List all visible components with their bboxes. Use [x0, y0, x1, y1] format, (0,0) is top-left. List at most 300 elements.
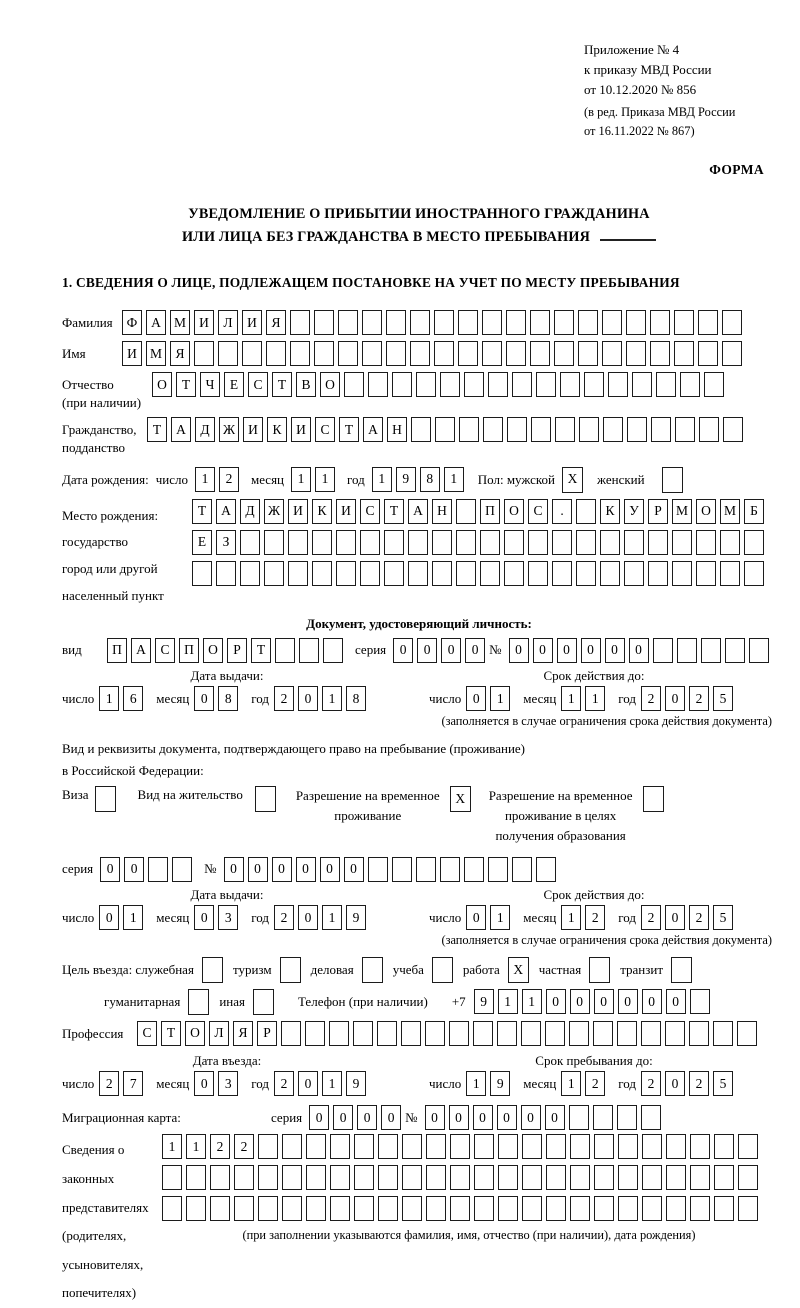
- char-box[interactable]: Р: [648, 499, 668, 524]
- char-box[interactable]: [666, 1165, 686, 1190]
- char-box[interactable]: 0: [509, 638, 529, 663]
- char-box[interactable]: [576, 530, 596, 555]
- char-box[interactable]: 1: [322, 905, 342, 930]
- char-box[interactable]: Я: [233, 1021, 253, 1046]
- char-box[interactable]: [546, 1196, 566, 1221]
- char-box[interactable]: [282, 1134, 302, 1159]
- char-box[interactable]: М: [170, 310, 190, 335]
- char-box[interactable]: [680, 372, 700, 397]
- char-box[interactable]: [410, 341, 430, 366]
- char-box[interactable]: 2: [99, 1071, 119, 1096]
- char-box[interactable]: 1: [195, 467, 215, 492]
- char-box[interactable]: [275, 638, 295, 663]
- char-box[interactable]: [569, 1105, 589, 1130]
- char-box[interactable]: И: [242, 310, 262, 335]
- char-box[interactable]: 0: [497, 1105, 517, 1130]
- char-box[interactable]: [569, 1021, 589, 1046]
- char-box[interactable]: [699, 417, 719, 442]
- char-box[interactable]: [506, 341, 526, 366]
- char-box[interactable]: А: [363, 417, 383, 442]
- char-box[interactable]: 0: [425, 1105, 445, 1130]
- char-box[interactable]: 1: [466, 1071, 486, 1096]
- char-box[interactable]: [234, 1165, 254, 1190]
- char-box[interactable]: [504, 561, 524, 586]
- char-box[interactable]: [410, 310, 430, 335]
- char-box[interactable]: Т: [192, 499, 212, 524]
- char-box[interactable]: [713, 1021, 733, 1046]
- char-box[interactable]: [488, 372, 508, 397]
- char-box[interactable]: [378, 1196, 398, 1221]
- char-box[interactable]: [560, 372, 580, 397]
- char-box[interactable]: [258, 1134, 278, 1159]
- char-box[interactable]: [528, 530, 548, 555]
- char-box[interactable]: О: [504, 499, 524, 524]
- char-box[interactable]: 0: [521, 1105, 541, 1130]
- char-box[interactable]: [602, 310, 622, 335]
- char-box[interactable]: [674, 310, 694, 335]
- char-box[interactable]: [632, 372, 652, 397]
- char-box[interactable]: [354, 1165, 374, 1190]
- char-box[interactable]: [608, 372, 628, 397]
- char-box[interactable]: 2: [585, 905, 605, 930]
- char-box[interactable]: [458, 310, 478, 335]
- char-box[interactable]: 0: [570, 989, 590, 1014]
- char-box[interactable]: П: [107, 638, 127, 663]
- char-box[interactable]: 1: [498, 989, 518, 1014]
- char-box[interactable]: [498, 1165, 518, 1190]
- char-box[interactable]: О: [185, 1021, 205, 1046]
- char-box[interactable]: 2: [641, 1071, 661, 1096]
- char-box[interactable]: [554, 341, 574, 366]
- char-box[interactable]: И: [243, 417, 263, 442]
- char-box[interactable]: 1: [561, 905, 581, 930]
- char-box[interactable]: А: [146, 310, 166, 335]
- char-box[interactable]: [290, 310, 310, 335]
- char-box[interactable]: [704, 372, 724, 397]
- char-box[interactable]: Т: [384, 499, 404, 524]
- char-box[interactable]: 0: [465, 638, 485, 663]
- char-box[interactable]: [305, 1021, 325, 1046]
- char-box[interactable]: [578, 310, 598, 335]
- char-box[interactable]: 1: [123, 905, 143, 930]
- char-box[interactable]: [522, 1134, 542, 1159]
- char-box[interactable]: Н: [387, 417, 407, 442]
- char-box[interactable]: [554, 310, 574, 335]
- char-box[interactable]: 0: [333, 1105, 353, 1130]
- char-box[interactable]: [578, 341, 598, 366]
- char-box[interactable]: [594, 1196, 614, 1221]
- char-box[interactable]: [416, 857, 436, 882]
- char-box[interactable]: [642, 1134, 662, 1159]
- temp-residence-checkbox[interactable]: X: [450, 786, 471, 812]
- char-box[interactable]: 1: [162, 1134, 182, 1159]
- char-box[interactable]: [522, 1165, 542, 1190]
- char-box[interactable]: [336, 561, 356, 586]
- char-box[interactable]: [749, 638, 769, 663]
- char-box[interactable]: [570, 1134, 590, 1159]
- char-box[interactable]: 2: [234, 1134, 254, 1159]
- char-box[interactable]: 0: [665, 905, 685, 930]
- char-box[interactable]: А: [216, 499, 236, 524]
- char-box[interactable]: 2: [641, 905, 661, 930]
- char-box[interactable]: [617, 1021, 637, 1046]
- char-box[interactable]: [738, 1165, 758, 1190]
- char-box[interactable]: [482, 310, 502, 335]
- char-box[interactable]: [674, 341, 694, 366]
- char-box[interactable]: [425, 1021, 445, 1046]
- char-box[interactable]: [360, 561, 380, 586]
- char-box[interactable]: З: [216, 530, 236, 555]
- char-box[interactable]: С: [528, 499, 548, 524]
- char-box[interactable]: [698, 341, 718, 366]
- char-box[interactable]: [411, 417, 431, 442]
- char-box[interactable]: [714, 1165, 734, 1190]
- char-box[interactable]: 1: [490, 905, 510, 930]
- char-box[interactable]: [651, 417, 671, 442]
- char-box[interactable]: А: [408, 499, 428, 524]
- char-box[interactable]: [521, 1021, 541, 1046]
- char-box[interactable]: Б: [744, 499, 764, 524]
- male-checkbox[interactable]: X: [562, 467, 583, 493]
- char-box[interactable]: [386, 310, 406, 335]
- char-box[interactable]: [450, 1165, 470, 1190]
- tourism-checkbox[interactable]: [280, 957, 301, 983]
- char-box[interactable]: 9: [474, 989, 494, 1014]
- char-box[interactable]: [642, 1165, 662, 1190]
- char-box[interactable]: [194, 341, 214, 366]
- char-box[interactable]: 0: [248, 857, 268, 882]
- char-box[interactable]: 0: [99, 905, 119, 930]
- char-box[interactable]: [600, 561, 620, 586]
- char-box[interactable]: [672, 561, 692, 586]
- char-box[interactable]: Ч: [200, 372, 220, 397]
- char-box[interactable]: 7: [123, 1071, 143, 1096]
- private-checkbox[interactable]: [589, 957, 610, 983]
- char-box[interactable]: [162, 1196, 182, 1221]
- char-box[interactable]: [282, 1165, 302, 1190]
- char-box[interactable]: [738, 1196, 758, 1221]
- char-box[interactable]: Я: [266, 310, 286, 335]
- char-box[interactable]: [330, 1165, 350, 1190]
- char-box[interactable]: [690, 1196, 710, 1221]
- char-box[interactable]: 8: [420, 467, 440, 492]
- char-box[interactable]: Т: [161, 1021, 181, 1046]
- char-box[interactable]: 0: [605, 638, 625, 663]
- char-box[interactable]: [506, 310, 526, 335]
- char-box[interactable]: 0: [618, 989, 638, 1014]
- char-box[interactable]: [368, 372, 388, 397]
- char-box[interactable]: [459, 417, 479, 442]
- char-box[interactable]: [210, 1196, 230, 1221]
- char-box[interactable]: [434, 310, 454, 335]
- char-box[interactable]: И: [122, 341, 142, 366]
- char-box[interactable]: [281, 1021, 301, 1046]
- char-box[interactable]: [402, 1165, 422, 1190]
- char-box[interactable]: А: [131, 638, 151, 663]
- char-box[interactable]: 0: [581, 638, 601, 663]
- char-box[interactable]: 0: [629, 638, 649, 663]
- char-box[interactable]: [329, 1021, 349, 1046]
- char-box[interactable]: [552, 530, 572, 555]
- char-box[interactable]: [312, 530, 332, 555]
- char-box[interactable]: Ф: [122, 310, 142, 335]
- char-box[interactable]: [242, 341, 262, 366]
- char-box[interactable]: [675, 417, 695, 442]
- char-box[interactable]: [507, 417, 527, 442]
- char-box[interactable]: В: [296, 372, 316, 397]
- residence-permit-checkbox[interactable]: [255, 786, 276, 812]
- char-box[interactable]: [216, 561, 236, 586]
- char-box[interactable]: С: [248, 372, 268, 397]
- char-box[interactable]: [162, 1165, 182, 1190]
- char-box[interactable]: 2: [585, 1071, 605, 1096]
- char-box[interactable]: [626, 341, 646, 366]
- char-box[interactable]: 1: [99, 686, 119, 711]
- char-box[interactable]: [552, 561, 572, 586]
- char-box[interactable]: Ж: [219, 417, 239, 442]
- char-box[interactable]: 0: [298, 1071, 318, 1096]
- char-box[interactable]: [603, 417, 623, 442]
- char-box[interactable]: 9: [346, 905, 366, 930]
- char-box[interactable]: [722, 310, 742, 335]
- char-box[interactable]: Т: [147, 417, 167, 442]
- char-box[interactable]: [299, 638, 319, 663]
- char-box[interactable]: 8: [218, 686, 238, 711]
- char-box[interactable]: [483, 417, 503, 442]
- char-box[interactable]: [435, 417, 455, 442]
- char-box[interactable]: 0: [224, 857, 244, 882]
- char-box[interactable]: [522, 1196, 542, 1221]
- char-box[interactable]: [368, 857, 388, 882]
- char-box[interactable]: [593, 1105, 613, 1130]
- char-box[interactable]: [576, 499, 596, 524]
- char-box[interactable]: [488, 857, 508, 882]
- char-box[interactable]: [314, 341, 334, 366]
- char-box[interactable]: 3: [218, 905, 238, 930]
- char-box[interactable]: [440, 372, 460, 397]
- char-box[interactable]: [570, 1196, 590, 1221]
- char-box[interactable]: [618, 1165, 638, 1190]
- char-box[interactable]: И: [288, 499, 308, 524]
- char-box[interactable]: О: [696, 499, 716, 524]
- char-box[interactable]: [314, 310, 334, 335]
- char-box[interactable]: [288, 530, 308, 555]
- char-box[interactable]: Л: [209, 1021, 229, 1046]
- char-box[interactable]: К: [267, 417, 287, 442]
- char-box[interactable]: [377, 1021, 397, 1046]
- char-box[interactable]: С: [315, 417, 335, 442]
- char-box[interactable]: [218, 341, 238, 366]
- char-box[interactable]: [192, 561, 212, 586]
- char-box[interactable]: [648, 561, 668, 586]
- char-box[interactable]: Р: [227, 638, 247, 663]
- char-box[interactable]: 1: [585, 686, 605, 711]
- char-box[interactable]: 0: [473, 1105, 493, 1130]
- char-box[interactable]: 0: [124, 857, 144, 882]
- char-box[interactable]: [266, 341, 286, 366]
- char-box[interactable]: Р: [257, 1021, 277, 1046]
- char-box[interactable]: [449, 1021, 469, 1046]
- char-box[interactable]: [555, 417, 575, 442]
- char-box[interactable]: [378, 1134, 398, 1159]
- char-box[interactable]: 0: [344, 857, 364, 882]
- char-box[interactable]: О: [152, 372, 172, 397]
- char-box[interactable]: 0: [449, 1105, 469, 1130]
- char-box[interactable]: [530, 310, 550, 335]
- char-box[interactable]: [426, 1196, 446, 1221]
- char-box[interactable]: 0: [417, 638, 437, 663]
- char-box[interactable]: [618, 1134, 638, 1159]
- char-box[interactable]: [512, 857, 532, 882]
- char-box[interactable]: [723, 417, 743, 442]
- char-box[interactable]: О: [320, 372, 340, 397]
- char-box[interactable]: [240, 530, 260, 555]
- char-box[interactable]: [653, 638, 673, 663]
- char-box[interactable]: М: [720, 499, 740, 524]
- char-box[interactable]: [546, 1134, 566, 1159]
- char-box[interactable]: 1: [561, 686, 581, 711]
- char-box[interactable]: [626, 310, 646, 335]
- business-checkbox[interactable]: [362, 957, 383, 983]
- char-box[interactable]: 1: [322, 686, 342, 711]
- char-box[interactable]: Е: [192, 530, 212, 555]
- visa-checkbox[interactable]: [95, 786, 116, 812]
- char-box[interactable]: [306, 1134, 326, 1159]
- char-box[interactable]: К: [600, 499, 620, 524]
- char-box[interactable]: [672, 530, 692, 555]
- char-box[interactable]: [600, 530, 620, 555]
- char-box[interactable]: 2: [219, 467, 239, 492]
- char-box[interactable]: [690, 1165, 710, 1190]
- char-box[interactable]: 0: [557, 638, 577, 663]
- char-box[interactable]: [725, 638, 745, 663]
- char-box[interactable]: [641, 1021, 661, 1046]
- char-box[interactable]: 0: [545, 1105, 565, 1130]
- char-box[interactable]: [617, 1105, 637, 1130]
- char-box[interactable]: [210, 1165, 230, 1190]
- char-box[interactable]: П: [480, 499, 500, 524]
- char-box[interactable]: 0: [666, 989, 686, 1014]
- char-box[interactable]: [434, 341, 454, 366]
- char-box[interactable]: [456, 499, 476, 524]
- char-box[interactable]: [240, 561, 260, 586]
- char-box[interactable]: 6: [123, 686, 143, 711]
- char-box[interactable]: 0: [642, 989, 662, 1014]
- char-box[interactable]: [650, 341, 670, 366]
- char-box[interactable]: [384, 561, 404, 586]
- temp-residence-edu-checkbox[interactable]: [643, 786, 664, 812]
- char-box[interactable]: [288, 561, 308, 586]
- char-box[interactable]: 2: [689, 905, 709, 930]
- char-box[interactable]: [473, 1021, 493, 1046]
- char-box[interactable]: [312, 561, 332, 586]
- char-box[interactable]: 2: [274, 686, 294, 711]
- char-box[interactable]: [401, 1021, 421, 1046]
- char-box[interactable]: [416, 372, 436, 397]
- char-box[interactable]: [234, 1196, 254, 1221]
- char-box[interactable]: [627, 417, 647, 442]
- char-box[interactable]: [570, 1165, 590, 1190]
- char-box[interactable]: 2: [210, 1134, 230, 1159]
- char-box[interactable]: [641, 1105, 661, 1130]
- char-box[interactable]: И: [194, 310, 214, 335]
- char-box[interactable]: [426, 1165, 446, 1190]
- char-box[interactable]: Ж: [264, 499, 284, 524]
- char-box[interactable]: [665, 1021, 685, 1046]
- char-box[interactable]: 2: [274, 905, 294, 930]
- char-box[interactable]: [504, 530, 524, 555]
- char-box[interactable]: [690, 1134, 710, 1159]
- char-box[interactable]: [602, 341, 622, 366]
- char-box[interactable]: [624, 561, 644, 586]
- char-box[interactable]: 2: [689, 686, 709, 711]
- char-box[interactable]: [354, 1196, 374, 1221]
- char-box[interactable]: [701, 638, 721, 663]
- char-box[interactable]: [650, 310, 670, 335]
- char-box[interactable]: 1: [490, 686, 510, 711]
- char-box[interactable]: 5: [713, 905, 733, 930]
- char-box[interactable]: 1: [444, 467, 464, 492]
- char-box[interactable]: 2: [274, 1071, 294, 1096]
- char-box[interactable]: [530, 341, 550, 366]
- transit-checkbox[interactable]: [671, 957, 692, 983]
- char-box[interactable]: [738, 1134, 758, 1159]
- char-box[interactable]: [330, 1196, 350, 1221]
- char-box[interactable]: [474, 1134, 494, 1159]
- char-box[interactable]: С: [360, 499, 380, 524]
- char-box[interactable]: Н: [432, 499, 452, 524]
- char-box[interactable]: [593, 1021, 613, 1046]
- char-box[interactable]: П: [179, 638, 199, 663]
- char-box[interactable]: [528, 561, 548, 586]
- char-box[interactable]: [714, 1134, 734, 1159]
- char-box[interactable]: 2: [689, 1071, 709, 1096]
- char-box[interactable]: 9: [490, 1071, 510, 1096]
- char-box[interactable]: [696, 530, 716, 555]
- char-box[interactable]: 1: [561, 1071, 581, 1096]
- char-box[interactable]: А: [171, 417, 191, 442]
- char-box[interactable]: [456, 561, 476, 586]
- char-box[interactable]: К: [312, 499, 332, 524]
- char-box[interactable]: [512, 372, 532, 397]
- char-box[interactable]: [546, 1165, 566, 1190]
- char-box[interactable]: [258, 1165, 278, 1190]
- char-box[interactable]: [450, 1134, 470, 1159]
- char-box[interactable]: [584, 372, 604, 397]
- char-box[interactable]: 2: [641, 686, 661, 711]
- char-box[interactable]: [498, 1196, 518, 1221]
- char-box[interactable]: 0: [594, 989, 614, 1014]
- char-box[interactable]: [642, 1196, 662, 1221]
- char-box[interactable]: 0: [393, 638, 413, 663]
- char-box[interactable]: 0: [381, 1105, 401, 1130]
- char-box[interactable]: [338, 310, 358, 335]
- char-box[interactable]: [480, 561, 500, 586]
- char-box[interactable]: Л: [218, 310, 238, 335]
- char-box[interactable]: 0: [298, 905, 318, 930]
- char-box[interactable]: [258, 1196, 278, 1221]
- char-box[interactable]: Т: [272, 372, 292, 397]
- char-box[interactable]: 3: [218, 1071, 238, 1096]
- char-box[interactable]: [344, 372, 364, 397]
- char-box[interactable]: [594, 1165, 614, 1190]
- char-box[interactable]: [264, 530, 284, 555]
- char-box[interactable]: [677, 638, 697, 663]
- char-box[interactable]: [408, 561, 428, 586]
- char-box[interactable]: [353, 1021, 373, 1046]
- char-box[interactable]: 0: [194, 1071, 214, 1096]
- char-box[interactable]: 0: [546, 989, 566, 1014]
